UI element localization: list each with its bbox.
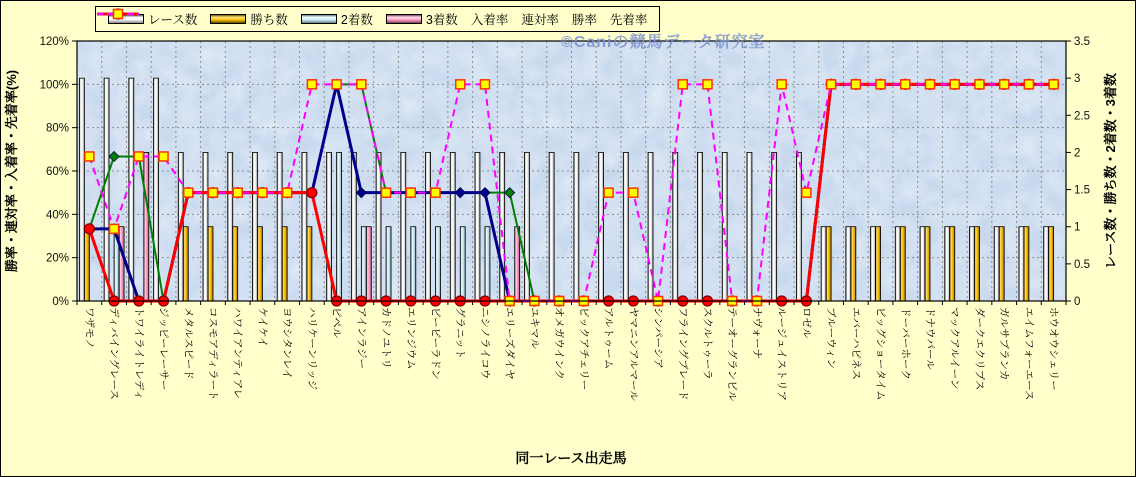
x-category-label: ナヴォーナ (750, 307, 763, 360)
bar-races (846, 227, 851, 301)
marker-senchaku (134, 152, 143, 161)
left-axis-tick-label: 100% (39, 79, 69, 92)
marker-senchaku (357, 80, 366, 89)
bar-races (648, 152, 653, 301)
x-category-label: アインラジー (355, 307, 368, 370)
left-axis-tick-label: 60% (45, 166, 69, 178)
bar-races (673, 152, 678, 301)
legend-label-seconds: 2着数 (340, 13, 373, 27)
marker-senchaku (777, 80, 786, 89)
marker-senchaku (1024, 80, 1033, 89)
x-category-label: ドーバーホーク (899, 307, 912, 380)
x-category-label: トワイライトレディ (132, 307, 145, 401)
marker-senchaku (901, 80, 910, 89)
bar-races (1044, 227, 1049, 301)
bar-races (747, 152, 752, 301)
x-category-label: エリンジウム (404, 307, 417, 370)
bar-races (945, 227, 950, 301)
legend-item-shoritsu (572, 10, 597, 28)
legend-item-senchaku (610, 10, 648, 28)
x-category-label: ガルサブランカ (998, 307, 1011, 381)
bar-races (252, 152, 257, 301)
watermark: ©Caniの競馬データ研究室 (561, 34, 766, 51)
bar-wins (84, 227, 89, 301)
x-category-label: ビービーラドン (429, 307, 442, 380)
right-axis-tick-label: 0.5 (1074, 258, 1090, 271)
marker-senchaku (678, 80, 687, 89)
marker-senchaku (431, 188, 440, 197)
x-category-label: テーオーグランビル (726, 307, 739, 402)
plot-svg (1, 1, 1136, 477)
legend-bar-swatch-wins (210, 14, 246, 24)
bar-races (796, 152, 801, 301)
bar-wins (999, 227, 1004, 301)
bar-races (623, 152, 628, 301)
marker-senchaku (802, 188, 811, 197)
bar-races (228, 152, 233, 301)
legend-item-nyuchaku (471, 10, 509, 28)
bar-races (969, 227, 974, 301)
marker-senchaku (851, 80, 860, 89)
bar-wins (826, 227, 831, 301)
x-category-label: ドナウパール (924, 307, 937, 370)
bar-races (302, 152, 307, 301)
marker-senchaku (110, 224, 119, 233)
x-category-label: ダークエクリプス (973, 307, 986, 391)
right-axis-tick-label: 2.5 (1074, 110, 1090, 123)
marker-senchaku (382, 188, 391, 197)
legend-item-rentai (521, 10, 559, 28)
bar-thirds (144, 152, 149, 301)
x-category-label: カドノユトリ (380, 307, 393, 369)
left-axis-tick-label: 20% (45, 252, 69, 265)
marker-senchaku (629, 188, 638, 197)
bar-wins (257, 227, 262, 301)
x-category-label: ブルーウィン (825, 307, 838, 369)
legend-label-senchaku: 先着率 (609, 13, 648, 27)
x-category-label: ディバイングレース (108, 307, 121, 400)
left-axis-tick-label: 0% (52, 296, 69, 308)
bar-wins (307, 227, 312, 301)
x-category-label: アルトゥーム (602, 307, 615, 370)
marker-senchaku (480, 80, 489, 89)
x-category-label: メタルスピード (182, 307, 195, 380)
bar-races (722, 152, 727, 301)
legend-item-wins (210, 10, 288, 28)
bar-races (895, 227, 900, 301)
bar-races (277, 152, 282, 301)
marker-senchaku (258, 188, 267, 197)
bar-races (203, 152, 208, 301)
marker-senchaku (208, 188, 217, 197)
x-category-label: ニシノライコウ (478, 307, 491, 380)
bar-seconds (411, 227, 416, 301)
bar-races (994, 227, 999, 301)
left-axis-tick-label: 40% (45, 209, 69, 222)
bar-races (772, 152, 777, 301)
x-category-label: ケイケイ (256, 307, 269, 348)
bar-seconds (386, 227, 391, 301)
bar-thirds (366, 227, 371, 301)
bar-seconds (436, 227, 441, 301)
left-axis-tick-label: 80% (45, 122, 69, 135)
x-category-label: ワザモノ (83, 307, 96, 349)
bar-races (351, 152, 356, 301)
legend-line-swatch-senchaku (96, 7, 140, 21)
x-category-label: フライングブレード (676, 307, 689, 401)
bar-races (697, 152, 702, 301)
bar-wins (1049, 227, 1054, 301)
bar-races (401, 152, 406, 301)
x-category-label: ホウオウシェリー (1047, 307, 1060, 391)
x-category-label: ピックアチェリー (577, 307, 590, 391)
bar-races (821, 227, 826, 301)
legend-marker-senchaku (114, 10, 123, 19)
marker-senchaku (1049, 80, 1058, 89)
legend-label-rentai: 連対率 (521, 13, 559, 27)
right-axis-tick-label: 2 (1074, 147, 1081, 160)
x-category-label: ヨウシタンレイ (281, 307, 294, 380)
bar-races (549, 152, 554, 301)
marker-senchaku (1000, 80, 1009, 89)
bar-seconds (337, 152, 342, 301)
marker-senchaku (827, 80, 836, 89)
x-category-label: ビッグショータイム (874, 307, 887, 401)
legend-label-nyuchaku: 入着率 (470, 13, 509, 27)
right-axis-tick-label: 1 (1074, 221, 1081, 234)
right-axis-title: レース数・勝ち数・2着数・3着数 (1103, 73, 1118, 269)
bar-wins (282, 227, 287, 301)
right-axis-tick-label: 0 (1074, 296, 1081, 308)
bar-wins (851, 227, 856, 301)
legend-item-thirds (386, 10, 458, 28)
bar-wins (1024, 227, 1029, 301)
right-axis-tick-label: 3.5 (1074, 36, 1090, 48)
right-axis-tick-label: 1.5 (1074, 184, 1090, 197)
bar-wins (233, 227, 238, 301)
x-category-label: オメガウインク (553, 307, 566, 380)
marker-senchaku (159, 152, 168, 161)
bar-wins (208, 227, 213, 301)
x-category-label: グラニット (454, 307, 467, 360)
bar-races (450, 152, 455, 301)
marker-senchaku (332, 80, 341, 89)
marker-senchaku (703, 80, 712, 89)
legend-label-shoritsu: 勝率 (571, 13, 597, 27)
marker-senchaku (456, 80, 465, 89)
bar-wins (925, 227, 930, 301)
bar-races (376, 152, 381, 301)
x-category-label: ユキマル (528, 307, 541, 349)
x-category-label: ロゼル (800, 307, 813, 339)
marker-senchaku (975, 80, 984, 89)
marker-senchaku (283, 188, 292, 197)
x-category-label: ルージュイストリア (775, 307, 788, 401)
bar-races (426, 152, 431, 301)
x-category-label: エイムフォーエース (1022, 307, 1035, 401)
marker-senchaku (876, 80, 885, 89)
bar-races (104, 78, 109, 301)
bar-races (475, 152, 480, 301)
x-category-label: ハワイアンティアレ (231, 307, 244, 400)
bar-races (1019, 227, 1024, 301)
marker-shoritsu (84, 224, 94, 234)
x-category-label: コスモアディラート (206, 307, 219, 401)
bar-races (574, 152, 579, 301)
legend-label-wins: 勝ち数 (250, 13, 288, 27)
x-category-label: エリーズダイヤ (503, 307, 516, 380)
x-category-label: ジッピーレーサー (157, 307, 170, 391)
marker-senchaku (85, 152, 94, 161)
right-axis-tick-label: 3 (1074, 73, 1081, 86)
x-category-label: ヤマニンアルマール (627, 307, 640, 401)
legend-bar-swatch-thirds (386, 14, 422, 24)
left-axis-title: 勝率・連対率・入着率・先着率(%) (4, 69, 19, 273)
x-category-label: シンパーシア (652, 307, 665, 369)
bar-races (129, 78, 134, 301)
left-axis-tick-label: 120% (39, 36, 69, 48)
bar-wins (183, 227, 188, 301)
x-category-label: エバーハピネス (849, 307, 862, 380)
bar-thirds (119, 227, 124, 301)
marker-senchaku (926, 80, 935, 89)
bar-wins (974, 227, 979, 301)
bar-seconds (460, 227, 465, 301)
bar-wins (876, 227, 881, 301)
x-category-label: スクルトゥーラ (701, 307, 714, 380)
marker-senchaku (233, 188, 242, 197)
legend-item-seconds (301, 10, 373, 28)
legend-label-thirds: 3着数 (425, 13, 458, 27)
bar-seconds (361, 227, 366, 301)
x-axis-title: 同一レース出走馬 (515, 450, 627, 466)
bar-races (920, 227, 925, 301)
bar-wins (900, 227, 905, 301)
marker-senchaku (307, 80, 316, 89)
bar-races (871, 227, 876, 301)
bar-wins (950, 227, 955, 301)
bar-seconds (485, 227, 490, 301)
marker-senchaku (604, 188, 613, 197)
bar-races (79, 78, 84, 301)
bar-thirds (515, 227, 520, 301)
marker-senchaku (406, 188, 415, 197)
marker-senchaku (184, 188, 193, 197)
x-category-label: ハリケーンリッジ (305, 307, 318, 391)
legend-label-races: レース数 (148, 13, 198, 27)
x-category-label: ピペル (330, 307, 343, 339)
marker-senchaku (950, 80, 959, 89)
marker-shoritsu (307, 188, 317, 198)
x-category-label: マックアルイーン (948, 307, 961, 390)
legend-bar-swatch-seconds (301, 14, 337, 24)
